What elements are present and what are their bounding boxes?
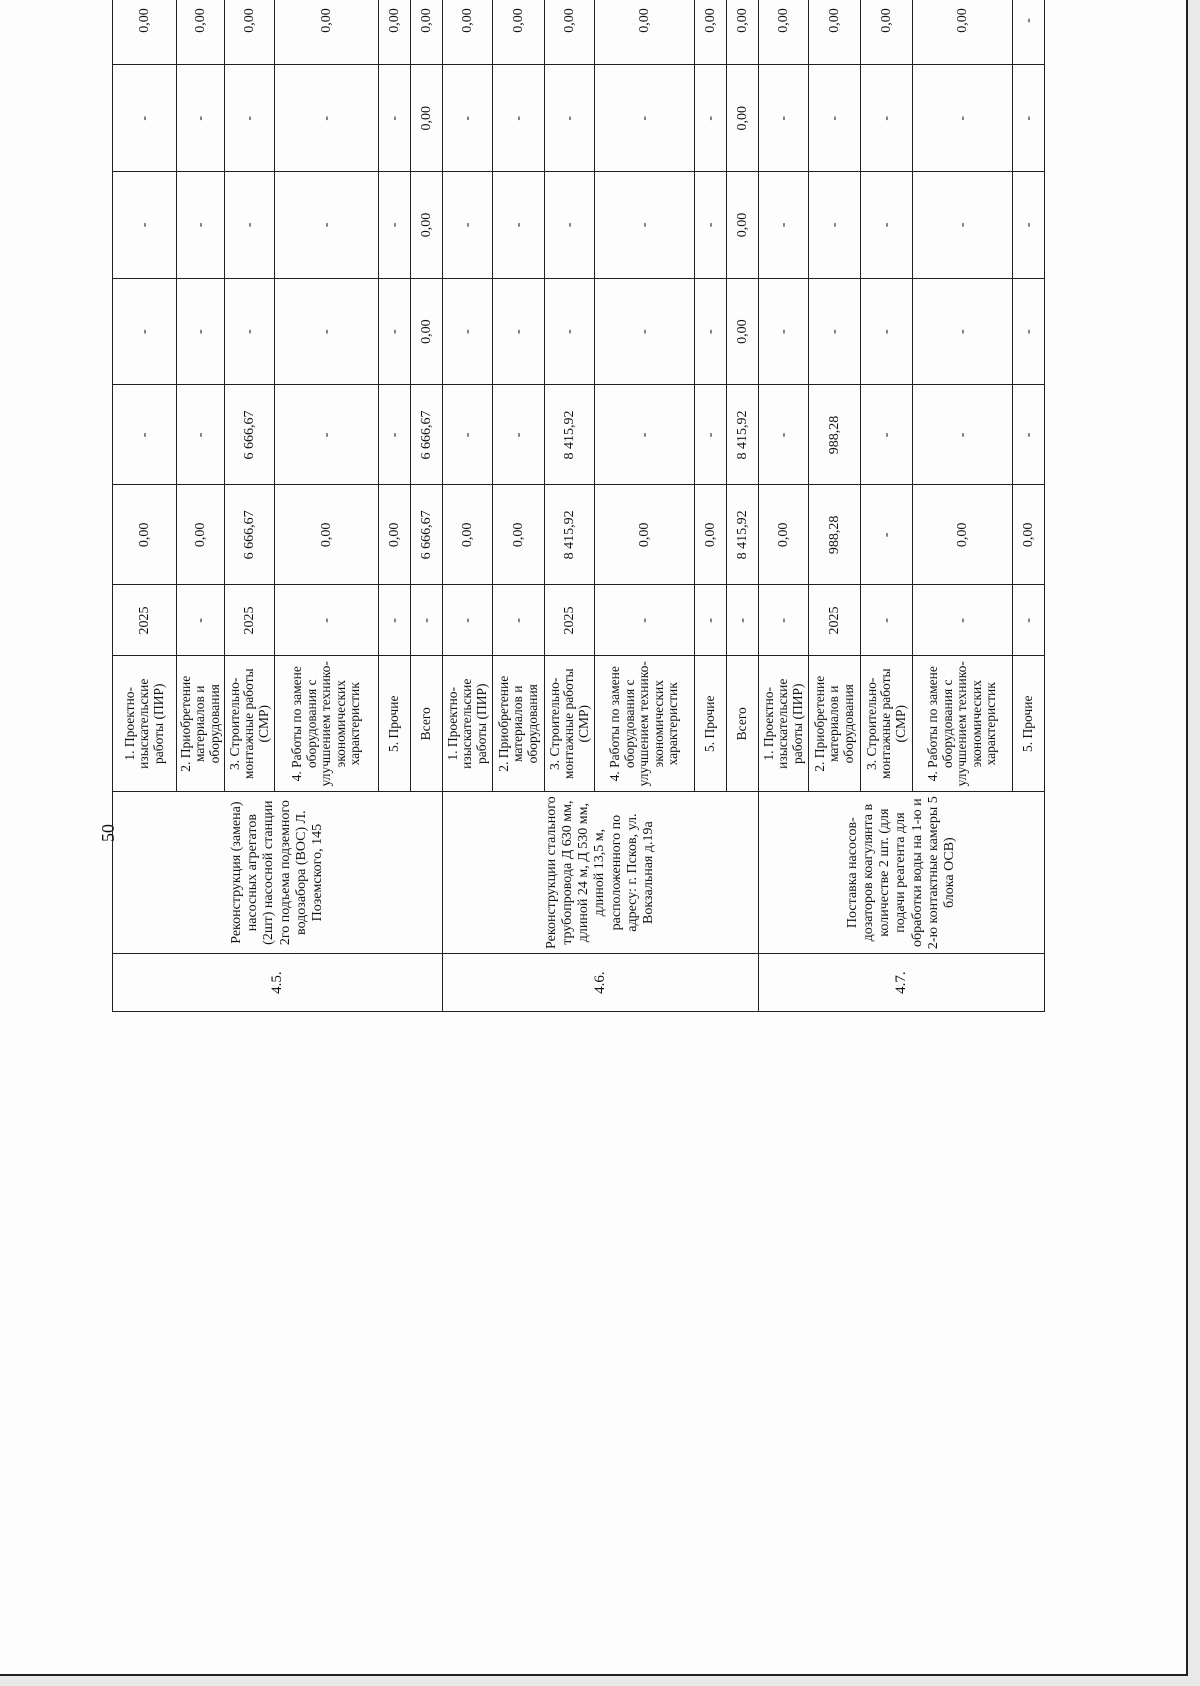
value-cell: 0,00 (861, 0, 913, 65)
value-cell: 0,00 (177, 485, 225, 585)
value-cell: - (275, 172, 379, 279)
value-cell: - (913, 65, 1013, 172)
work-type-cell: 4. Работы по замене оборудования с улучшением технико-экономических характеристик (275, 656, 379, 792)
value-cell: 0,00 (411, 0, 443, 65)
value-cell: 0,00 (493, 485, 545, 585)
value-cell: - (177, 172, 225, 279)
value-cell: - (113, 278, 177, 385)
section-name-cell: Реконструкции стального трубопровода Д 630 мм, длиной 24 м, Д 530 мм, длиной 13,5 м, расположенного по адресу: г. Псков, ул. Вокзальная д.19а (443, 792, 759, 954)
year-cell: 2025 (113, 585, 177, 656)
value-cell: - (759, 278, 809, 385)
value-cell: - (595, 385, 695, 485)
value-cell: - (379, 65, 411, 172)
value-cell: 8 415,92 (727, 385, 759, 485)
year-cell: - (275, 585, 379, 656)
section-code-cell: 4.5. (113, 954, 443, 1012)
value-cell: 0,00 (759, 0, 809, 65)
year-cell: 2025 (545, 585, 595, 656)
section-code-cell: 4.7. (759, 954, 1045, 1012)
value-cell: 0,00 (225, 0, 275, 65)
value-cell: - (695, 385, 727, 485)
value-cell: 0,00 (411, 172, 443, 279)
value-cell: 0,00 (113, 485, 177, 585)
value-cell: - (595, 278, 695, 385)
work-type-cell: 5. Прочие (379, 656, 411, 792)
value-cell: 988,28 (809, 485, 861, 585)
value-cell: 0,00 (913, 485, 1013, 585)
work-type-cell: Всего (727, 656, 759, 792)
value-cell: - (809, 65, 861, 172)
work-type-cell: 2. Приобретение материалов и оборудования (493, 656, 545, 792)
value-cell: - (225, 172, 275, 279)
value-cell: 0,00 (727, 65, 759, 172)
rotated-table-wrapper (112, 0, 1080, 1012)
value-cell: 988,28 (809, 385, 861, 485)
value-cell: 0,00 (727, 0, 759, 65)
work-type-cell: 4. Работы по замене оборудования с улучшением технико-экономических характеристик (913, 656, 1013, 792)
value-cell: 8 415,92 (727, 485, 759, 585)
value-cell: - (861, 485, 913, 585)
value-cell: 0,00 (727, 278, 759, 385)
value-cell: - (695, 65, 727, 172)
value-cell: 0,00 (493, 0, 545, 65)
value-cell: - (913, 385, 1013, 485)
value-cell: - (379, 385, 411, 485)
value-cell: - (443, 278, 493, 385)
value-cell: - (861, 278, 913, 385)
value-cell: - (493, 278, 545, 385)
value-cell: - (493, 172, 545, 279)
work-type-cell: 1. Проектно-изыскательские работы (ПИР) (443, 656, 493, 792)
section-name-cell: Реконструкция (замена) насосных агрегатов (2шт) насосной станции 2го подъема подземного водозабора (ВОС) Л. Поземского, 145 (113, 792, 443, 954)
value-cell: - (443, 385, 493, 485)
value-cell: 0,00 (759, 485, 809, 585)
value-cell: 6 666,67 (411, 485, 443, 585)
year-cell: - (913, 585, 1013, 656)
table-frame (112, 8, 1080, 1486)
value-cell: 0,00 (275, 0, 379, 65)
investment-program-table (112, 0, 1045, 1012)
value-cell: - (1013, 0, 1045, 65)
work-type-cell: 3. Строительно-монтажные работы (СМР) (225, 656, 275, 792)
value-cell: 0,00 (595, 0, 695, 65)
value-cell: - (225, 65, 275, 172)
work-type-cell: 2. Приобретение материалов и оборудования (177, 656, 225, 792)
year-cell: - (411, 585, 443, 656)
year-cell: 2025 (225, 585, 275, 656)
value-cell: 0,00 (595, 485, 695, 585)
year-cell: - (493, 585, 545, 656)
value-cell: - (379, 172, 411, 279)
value-cell: - (275, 278, 379, 385)
value-cell: - (545, 172, 595, 279)
value-cell: - (177, 65, 225, 172)
year-cell: - (443, 585, 493, 656)
value-cell: - (275, 65, 379, 172)
year-cell: - (861, 585, 913, 656)
value-cell: - (493, 65, 545, 172)
value-cell: 0,00 (809, 0, 861, 65)
work-type-cell: 4. Работы по замене оборудования с улучшением технико-экономических характеристик (595, 656, 695, 792)
value-cell: 6 666,67 (225, 485, 275, 585)
value-cell: - (861, 385, 913, 485)
value-cell: - (861, 65, 913, 172)
value-cell: - (113, 172, 177, 279)
value-cell: - (913, 278, 1013, 385)
value-cell: - (1013, 385, 1045, 485)
value-cell: - (177, 278, 225, 385)
table-row (113, 0, 177, 1012)
value-cell: 0,00 (379, 485, 411, 585)
value-cell: 6 666,67 (225, 385, 275, 485)
work-type-cell: Всего (411, 656, 443, 792)
value-cell: - (1013, 278, 1045, 385)
value-cell: 0,00 (411, 278, 443, 385)
section-code-cell: 4.6. (443, 954, 759, 1012)
page-number: 50 (98, 824, 118, 842)
value-cell: - (695, 278, 727, 385)
value-cell: - (809, 278, 861, 385)
value-cell: - (275, 385, 379, 485)
value-cell: - (809, 172, 861, 279)
value-cell: - (913, 172, 1013, 279)
value-cell: - (545, 278, 595, 385)
value-cell: - (493, 385, 545, 485)
value-cell: 0,00 (695, 0, 727, 65)
year-cell: - (1013, 585, 1045, 656)
value-cell: - (443, 65, 493, 172)
value-cell: - (759, 65, 809, 172)
value-cell: 0,00 (177, 0, 225, 65)
value-cell: 0,00 (275, 485, 379, 585)
value-cell: - (595, 65, 695, 172)
value-cell: - (177, 385, 225, 485)
value-cell: 8 415,92 (545, 385, 595, 485)
value-cell: 0,00 (727, 172, 759, 279)
value-cell: - (113, 385, 177, 485)
table-body (113, 0, 1045, 1012)
value-cell: - (225, 278, 275, 385)
year-cell: - (727, 585, 759, 656)
value-cell: 0,00 (913, 0, 1013, 65)
value-cell: - (695, 172, 727, 279)
year-cell: - (695, 585, 727, 656)
work-type-cell: 5. Прочие (695, 656, 727, 792)
value-cell: 0,00 (443, 485, 493, 585)
work-type-cell: 1. Проектно-изыскательские работы (ПИР) (759, 656, 809, 792)
value-cell: 6 666,67 (411, 385, 443, 485)
value-cell: - (759, 385, 809, 485)
table-row (443, 0, 493, 1012)
work-type-cell: 3. Строительно-монтажные работы (СМР) (861, 656, 913, 792)
work-type-cell: 1. Проектно-изыскательские работы (ПИР) (113, 656, 177, 792)
work-type-cell: 2. Приобретение материалов и оборудования (809, 656, 861, 792)
year-cell: - (379, 585, 411, 656)
value-cell: 0,00 (379, 0, 411, 65)
value-cell: 0,00 (695, 485, 727, 585)
value-cell: - (113, 65, 177, 172)
value-cell: - (379, 278, 411, 385)
value-cell: - (861, 172, 913, 279)
value-cell: - (443, 172, 493, 279)
value-cell: - (759, 172, 809, 279)
value-cell: 0,00 (545, 0, 595, 65)
value-cell: - (545, 65, 595, 172)
value-cell: 0,00 (113, 0, 177, 65)
value-cell: - (1013, 172, 1045, 279)
value-cell: 0,00 (1013, 485, 1045, 585)
value-cell: 0,00 (443, 0, 493, 65)
value-cell: - (1013, 65, 1045, 172)
work-type-cell: 3. Строительно-монтажные работы (СМР) (545, 656, 595, 792)
table-row (759, 0, 809, 1012)
value-cell: - (595, 172, 695, 279)
year-cell: 2025 (809, 585, 861, 656)
year-cell: - (759, 585, 809, 656)
section-name-cell: Поставка насосов-дозаторов коагулянта в количестве 2 шт. (для подачи реагента для обработки воды на 1-ю и 2-ю контактные камеры 5 блока ОСВ) (759, 792, 1045, 954)
work-type-cell: 5. Прочие (1013, 656, 1045, 792)
value-cell: 0,00 (411, 65, 443, 172)
value-cell: 8 415,92 (545, 485, 595, 585)
year-cell: - (177, 585, 225, 656)
year-cell: - (595, 585, 695, 656)
